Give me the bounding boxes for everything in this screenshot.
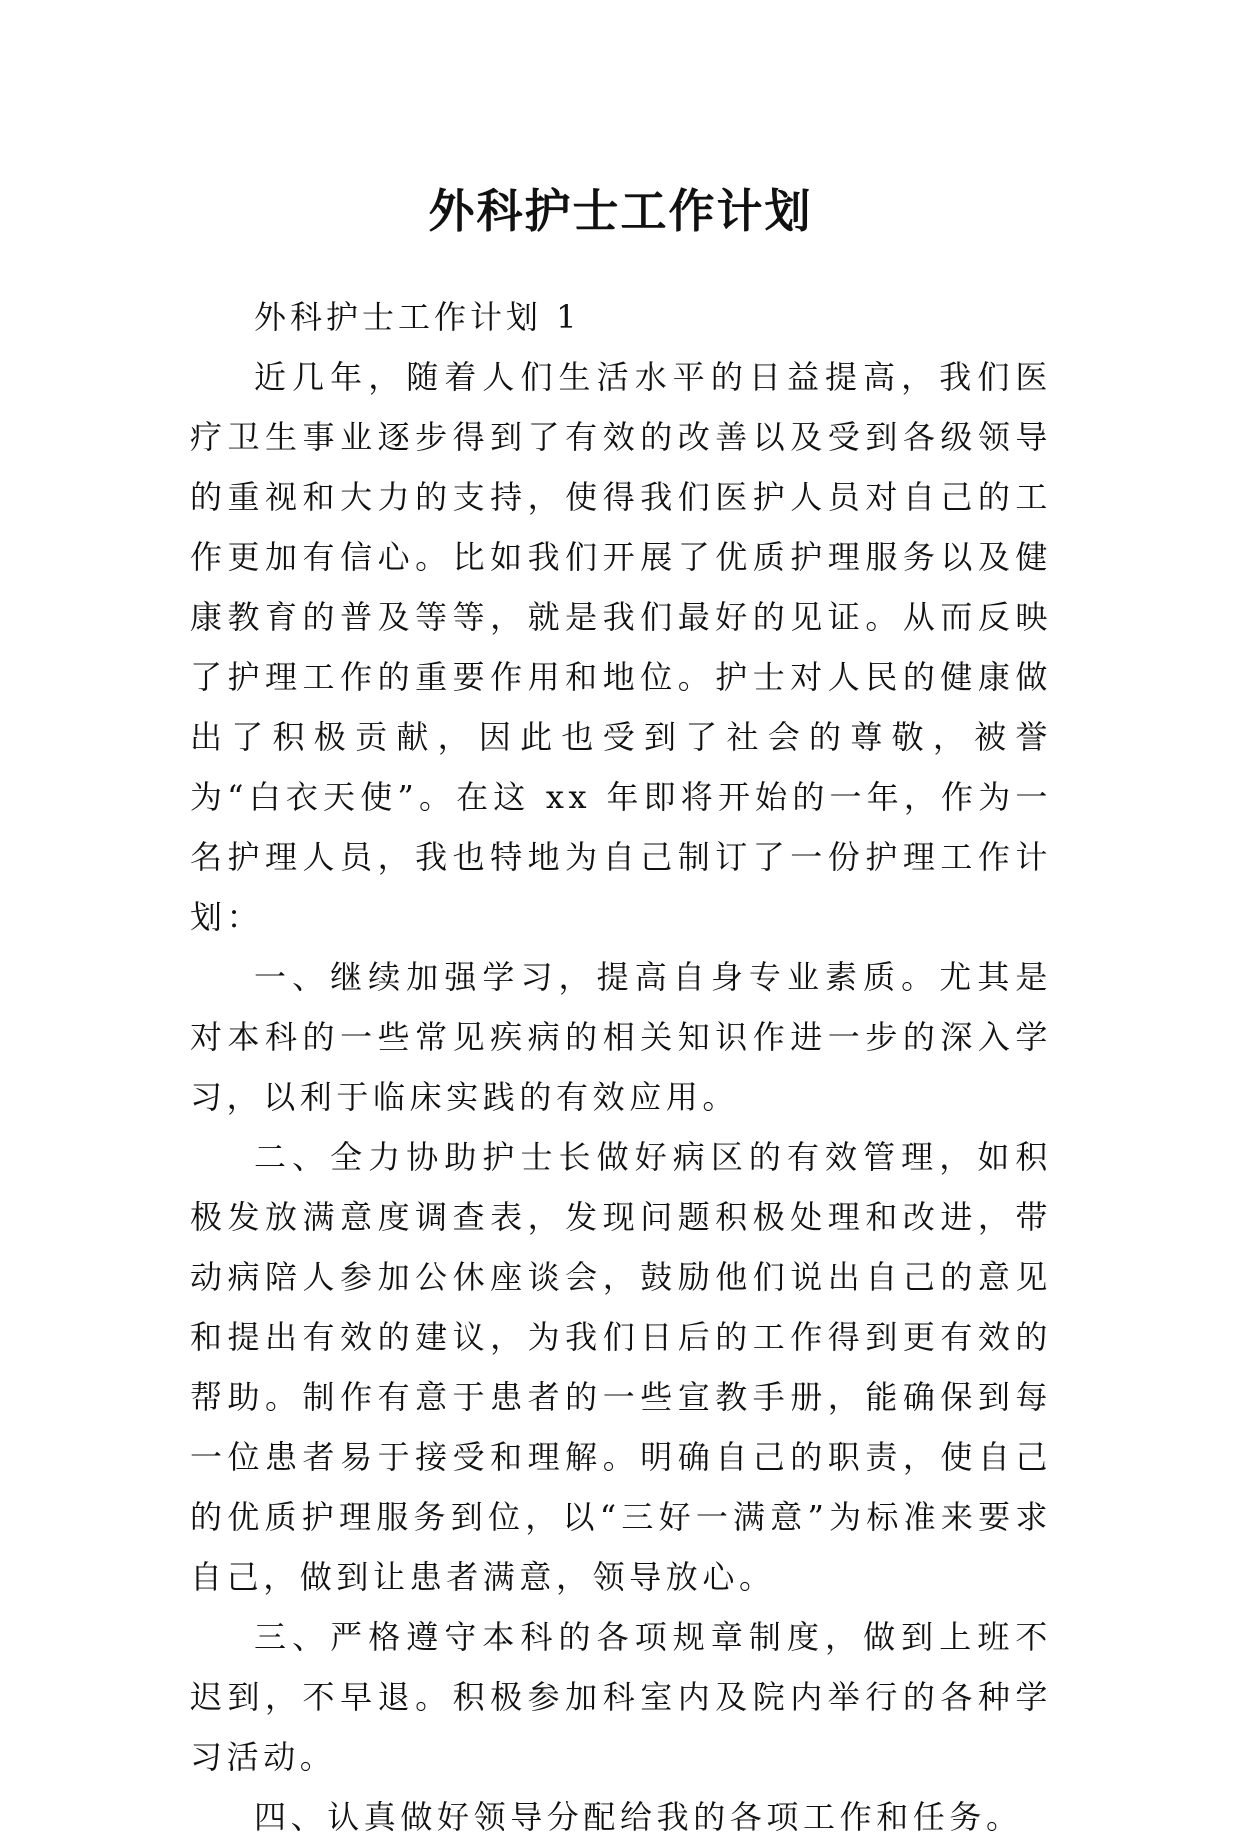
section-subtitle: 外科护士工作计划 1 — [254, 298, 581, 336]
paragraph-item-3: 三、严格遵守本科的各项规章制度，做到上班不迟到，不早退。积极参加科室内及院内举行的各种学习活动。 — [190, 1618, 1052, 1776]
document-title: 外科护士工作计划 — [428, 183, 813, 238]
paragraph-item-4: 四、认真做好领导分配给我的各项工作和任务。 — [254, 1798, 1023, 1836]
paragraph-intro: 近几年，随着人们生活水平的日益提高，我们医疗卫生事业逐步得到了有效的改善以及受到各级领导的重视和大力的支持，使得我们医护人员对自己的工作更加有信心。比如我们开展了优质护理服务以及健康教育的普及等等，就是我们最好的见证。从而反映了护理工作的重要作用和地位。护士对人民的健康做出了积极贡献，因此也受到了社会的尊敬，被誉为“白衣天使”。在这 xx 年即将开始的一年，作为一名护理人员，我也特地为自己制订了一份护理工作计划： — [190, 358, 1052, 936]
document-body — [190, 287, 1052, 1847]
paragraph-item-2: 二、全力协助护士长做好病区的有效管理，如积极发放满意度调查表，发现问题积极处理和改进，带动病陪人参加公休座谈会，鼓励他们说出自己的意见和提出有效的建议，为我们日后的工作得到更有效的帮助。制作有意于患者的一些宣教手册，能确保到每一位患者易于接受和理解。明确自己的职责，使自己的优质护理服务到位，以“三好一满意”为标准来要求自己，做到让患者满意，领导放心。 — [190, 1138, 1052, 1596]
paragraph-item-1: 一、继续加强学习，提高自身专业素质。尤其是对本科的一些常见疾病的相关知识作进一步的深入学习，以利于临床实践的有效应用。 — [190, 958, 1052, 1116]
